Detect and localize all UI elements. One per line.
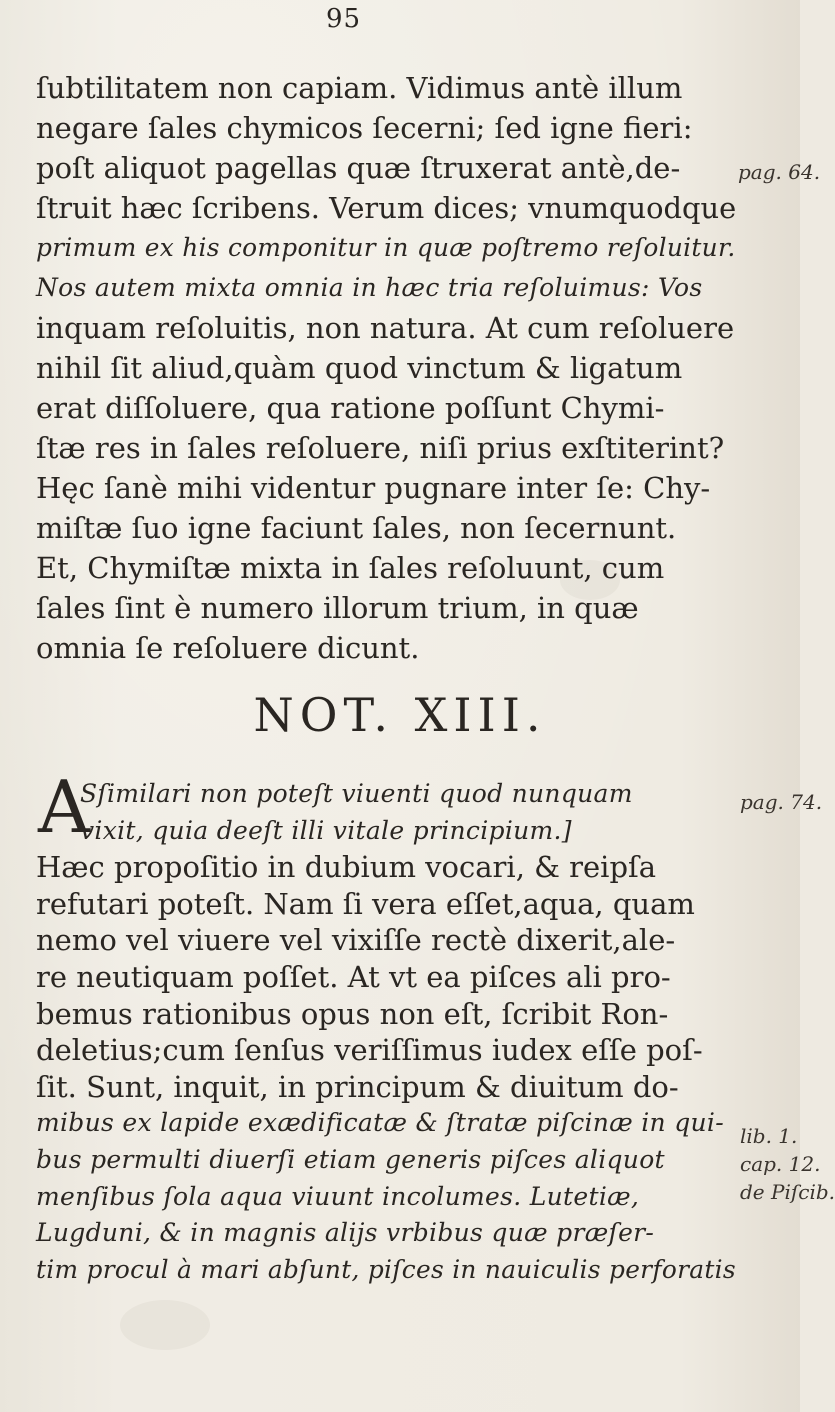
text-line: negare ſales chymicos ſecerni; ſed igne fieri:	[36, 111, 693, 145]
marginal-reference	[740, 1122, 835, 1206]
text-line: inquam reſoluitis, non natura. At cum reſoluere	[36, 311, 735, 345]
text-line-italic: bus permulti diuerſi etiam generis piſces aliquot	[36, 1144, 665, 1174]
text-line-italic: mibus ex lapide exædificatæ & ſtratæ piſcinæ in qui-	[36, 1108, 724, 1138]
text-line: nihil ſit aliud,quàm quod vinctum & ligatum	[36, 351, 683, 385]
text-line: miſtæ ſuo igne faciunt ſales, non ſecernunt.	[36, 511, 677, 545]
marginal-line: cap. 12.	[740, 1152, 821, 1176]
text-line: bemus rationibus opus non eſt, ſcribit Ron-	[36, 996, 669, 1031]
text-line-italic: vixit, quia deeſt illi vitale principium.]	[80, 815, 572, 845]
text-line: ſtruit hæc ſcribens. Verum dices; vnumquodque	[36, 191, 737, 225]
text-line-italic: tim procul à mari abſunt, piſces in nauiculis perforatis	[36, 1254, 736, 1284]
text-line-italic: Nos autem mixta omnia in hæc tria reſoluimus: Vos	[36, 273, 703, 302]
text-line-italic: primum ex his componitur in quæ poſtremo reſoluitur.	[36, 233, 736, 262]
text-line: omnia ſe reſoluere dicunt.	[36, 631, 420, 665]
text-line-italic: Sſimilari non poteſt viuenti quod nunquam	[80, 779, 633, 808]
text-line: re neutiquam poſſet. At vt ea piſces ali pro-	[36, 959, 671, 994]
text-line-italic: Lugduni, & in magnis alijs vrbibus quæ præſer-	[36, 1218, 655, 1248]
marginal-line: lib. 1.	[740, 1124, 798, 1148]
marginal-note: pag. 64.	[738, 160, 821, 184]
text-line: ſubtilitatem non capiam. Vidimus antè illum	[36, 71, 683, 105]
text-line: Et, Chymiſtæ mixta in ſales reſoluunt, cum	[36, 551, 665, 585]
text-line: ſales ſint è numero illorum trium, in quæ	[36, 591, 639, 625]
drop-cap: A	[38, 765, 90, 849]
page-number: 95	[326, 4, 362, 34]
text-line: refutari poteſt. Nam ſi vera eſſet,aqua, quam	[36, 886, 695, 921]
marginal-note: pag. 74.	[740, 790, 823, 814]
marginal-line: de Piſcib.	[740, 1180, 835, 1204]
text-line: deletius;cum ſenſus veriſſimus iudex eſſe poſ-	[36, 1033, 703, 1068]
paper-stain	[120, 1300, 210, 1350]
paragraph-1	[36, 68, 736, 668]
paragraph-2	[36, 776, 736, 1288]
text-line: nemo vel viuere vel vixiſſe rectè dixerit,ale-	[36, 923, 676, 958]
section-heading: NOT. XIII.	[253, 688, 547, 742]
text-line: Hæc propoſitio in dubium vocari, & reipſa	[36, 850, 657, 885]
text-line: Hęc ſanè mihi videntur pugnare inter ſe: Chy-	[36, 471, 711, 505]
text-line: erat diſſoluere, qua ratione poſſunt Chymi-	[36, 391, 665, 425]
text-line: ſtæ res in ſales reſoluere, niſi prius exſtiterint?	[36, 431, 725, 465]
text-line: poſt aliquot pagellas quæ ſtruxerat antè,de-	[36, 151, 681, 185]
text-line: ſit. Sunt, inquit, in principum & diuitum do-	[36, 1069, 679, 1104]
text-line-italic: menſibus ſola aqua viuunt incolumes. Lutetiæ,	[36, 1181, 640, 1211]
